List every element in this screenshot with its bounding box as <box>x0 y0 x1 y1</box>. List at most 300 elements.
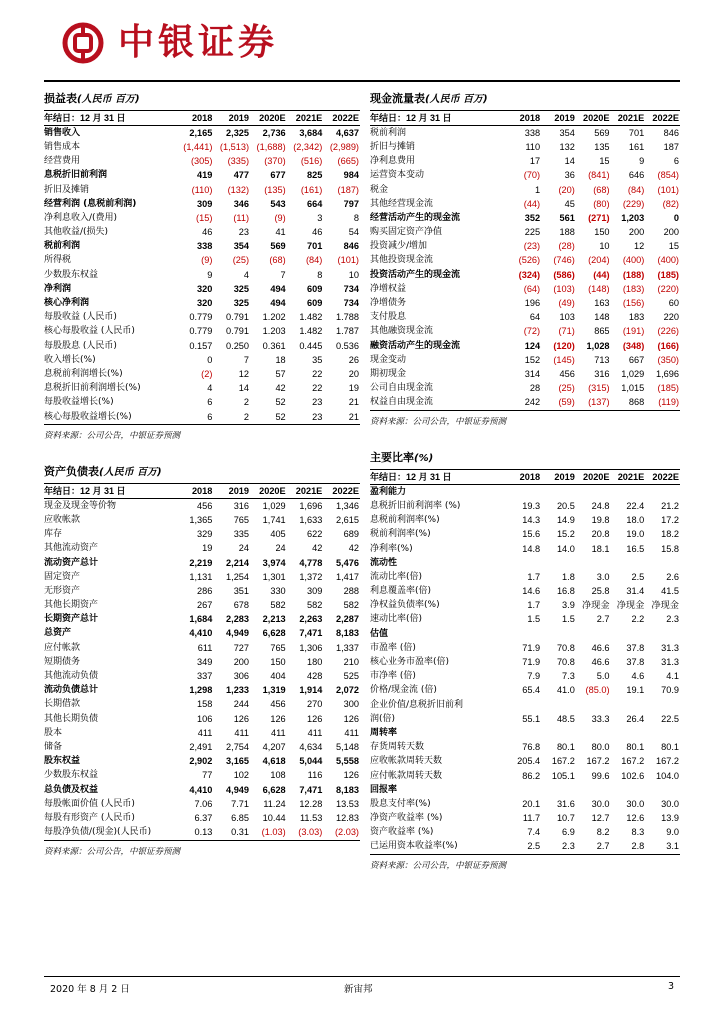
header-cell-year: 2021E <box>611 470 646 485</box>
value-cell: 161 <box>628 141 645 152</box>
table-row <box>370 254 680 268</box>
value-cell: (191) <box>622 326 645 337</box>
value-cell: 3,165 <box>226 756 250 767</box>
value-cell <box>611 726 646 740</box>
value-cell: (400) <box>657 255 679 266</box>
table-row <box>44 570 360 584</box>
value-cell: (28) <box>558 241 575 252</box>
value-cell: 4.1 <box>666 671 679 682</box>
value-cell: (335) <box>227 156 250 167</box>
value-cell: 108 <box>270 770 286 781</box>
value-cell: 1,684 <box>189 614 213 625</box>
table-row <box>44 211 360 225</box>
value-cell: 337 <box>197 671 213 682</box>
value-cell: 2,213 <box>262 614 286 625</box>
header-cell-year: 2020E <box>250 484 287 499</box>
row-label: 应收帐款 <box>44 514 81 525</box>
value-cell: 163 <box>594 298 610 309</box>
value-cell: 0.157 <box>189 340 213 351</box>
value-cell: 14.6 <box>522 586 541 597</box>
value-cell: 2.2 <box>631 614 645 625</box>
header-cell-year: 2018 <box>506 111 541 126</box>
value-cell: 70.8 <box>556 657 575 668</box>
value-cell: (15) <box>196 212 213 223</box>
table-row <box>44 325 360 339</box>
value-cell <box>645 485 680 500</box>
value-cell: (400) <box>622 255 645 266</box>
value-cell <box>541 726 576 740</box>
value-cell: 646 <box>628 170 645 181</box>
header-cell-year: 2020E <box>250 111 287 126</box>
row-label: 息税折旧前利润增长(%) <box>44 383 141 394</box>
value-cell: 1,029 <box>621 368 645 379</box>
value-cell: (183) <box>622 283 645 294</box>
value-cell: 2,165 <box>189 127 213 138</box>
value-cell: 1,914 <box>299 685 323 696</box>
value-cell: 126 <box>306 713 323 724</box>
financial-table <box>370 470 680 854</box>
value-cell <box>576 698 611 712</box>
row-label: 折旧及摊销 <box>44 184 90 195</box>
table-row <box>44 584 360 598</box>
table-row <box>44 684 360 698</box>
value-cell: 609 <box>306 283 323 294</box>
value-cell: 1,696 <box>656 368 679 379</box>
table-row <box>44 197 360 211</box>
value-cell: 2.7 <box>596 841 610 852</box>
value-cell <box>645 627 680 641</box>
value-cell: 净现金 <box>651 600 679 611</box>
value-cell: (64) <box>523 283 541 294</box>
value-cell: 41 <box>275 227 286 238</box>
value-cell: 244 <box>233 699 250 710</box>
value-cell: 80.1 <box>661 742 679 753</box>
value-cell: 667 <box>628 354 645 365</box>
header-cell-year: 2020E <box>576 470 611 485</box>
value-cell <box>576 627 611 641</box>
value-cell: 16.5 <box>626 543 645 554</box>
value-cell: 727 <box>233 642 250 653</box>
value-cell: (84) <box>627 184 645 195</box>
table-row <box>44 755 360 769</box>
table-row <box>370 769 680 783</box>
value-cell: 46.6 <box>591 657 610 668</box>
row-label: 现金及现金等价物 <box>44 500 117 511</box>
value-cell: 846 <box>343 241 359 252</box>
row-label: 其他收益/(损失) <box>44 227 109 238</box>
value-cell: 1,372 <box>299 571 323 582</box>
row-label: 期初现金 <box>370 368 407 379</box>
row-label: 回报率 <box>370 784 398 795</box>
value-cell: 734 <box>343 283 359 294</box>
row-label: 资产收益率 (%) <box>370 827 434 838</box>
value-cell: 701 <box>628 127 645 138</box>
table-row <box>44 556 360 570</box>
value-cell: 0.250 <box>226 340 250 351</box>
row-label: 每股收益增长(%) <box>44 397 114 408</box>
value-cell: (103) <box>553 283 575 294</box>
row-label: 融资活动产生的现金流 <box>370 340 461 351</box>
value-cell: 2,072 <box>336 685 359 696</box>
row-label: 企业价值/息税折旧前利 <box>370 699 464 710</box>
value-cell: 37.8 <box>626 642 645 653</box>
value-cell: 18.2 <box>661 529 679 540</box>
value-cell: 242 <box>524 397 541 408</box>
row-label: 流动性 <box>370 557 398 568</box>
key-ratios-panel <box>370 451 680 873</box>
value-cell: 1,254 <box>226 571 250 582</box>
value-cell: (148) <box>588 283 610 294</box>
value-cell: 582 <box>270 600 286 611</box>
value-cell: 1.5 <box>527 614 541 625</box>
row-label: 净增权益 <box>370 283 407 294</box>
row-label: 其他长期负债 <box>44 713 99 724</box>
value-cell: 3 <box>317 212 323 223</box>
value-cell: 411 <box>234 727 250 738</box>
value-cell: 126 <box>343 770 359 781</box>
value-cell: (68) <box>593 184 610 195</box>
header-cell-year: 2019 <box>213 484 250 499</box>
value-cell: 6 <box>207 397 213 408</box>
value-cell: 150 <box>594 227 610 238</box>
value-cell: (161) <box>300 184 323 195</box>
value-cell: 1,301 <box>262 571 286 582</box>
value-cell: 18.0 <box>626 515 645 526</box>
value-cell: (1,513) <box>219 141 250 152</box>
value-cell: 65.4 <box>522 685 541 696</box>
value-cell: (526) <box>518 255 541 266</box>
value-cell: (188) <box>622 269 645 280</box>
value-cell: (71) <box>558 326 575 337</box>
value-cell: (59) <box>558 397 575 408</box>
value-cell: 167.2 <box>586 756 610 767</box>
value-cell: 180 <box>306 656 323 667</box>
row-label: 利息覆盖率(倍) <box>370 586 432 597</box>
value-cell: 1,633 <box>299 514 323 525</box>
value-cell: 36 <box>564 170 575 181</box>
header-cell-label: 年结日：12 月 31 日 <box>44 111 177 126</box>
value-cell: 13.53 <box>336 798 359 809</box>
table-row <box>44 811 360 825</box>
source-note: 资料来源：公司公告，中银证券预测 <box>370 854 680 873</box>
header-cell-label: 年结日：12 月 31 日 <box>370 470 506 485</box>
value-cell: 2,263 <box>299 614 323 625</box>
value-cell: 11.53 <box>300 812 323 823</box>
value-cell: 846 <box>663 127 679 138</box>
footer-page-number: 3 <box>668 981 675 992</box>
value-cell: 23 <box>312 397 323 408</box>
table-row <box>370 641 680 655</box>
value-cell: 17 <box>529 156 541 167</box>
value-cell: 17.2 <box>661 515 679 526</box>
value-cell: (72) <box>523 326 541 337</box>
value-cell: 7,471 <box>299 628 323 639</box>
value-cell: 1,131 <box>189 571 213 582</box>
value-cell <box>541 556 576 570</box>
row-label: 息税折旧前利润率 (%) <box>370 500 461 511</box>
financial-table <box>44 484 360 840</box>
value-cell: (1,688) <box>256 141 286 152</box>
value-cell: 188 <box>559 227 575 238</box>
table-row <box>44 499 360 514</box>
value-cell: (185) <box>657 269 679 280</box>
value-cell: 3,684 <box>299 127 323 138</box>
value-cell: 6,628 <box>262 784 286 795</box>
value-cell: 4,949 <box>226 628 250 639</box>
value-cell: 2,214 <box>226 557 250 568</box>
row-label: 少数股东权益 <box>44 269 99 280</box>
table-row <box>370 353 680 367</box>
table-row <box>370 599 680 613</box>
value-cell: 1.788 <box>336 312 359 323</box>
value-cell <box>541 783 576 797</box>
value-cell: 24.8 <box>591 500 610 511</box>
row-label: 每股收益 (人民币) <box>44 312 117 323</box>
page-header <box>0 0 724 80</box>
value-cell: 14.8 <box>522 543 541 554</box>
table-row <box>370 627 680 641</box>
row-label: 其他融资现金流 <box>370 326 434 337</box>
header-cell-year: 2018 <box>506 470 541 485</box>
value-cell: 80.0 <box>591 742 610 753</box>
value-cell: 5,148 <box>336 741 359 752</box>
value-cell: 3.1 <box>666 841 679 852</box>
value-cell <box>541 485 576 500</box>
value-cell: 23 <box>312 411 323 422</box>
table-row <box>370 613 680 627</box>
value-cell: 7.06 <box>194 798 213 809</box>
row-label: 存货周转天数 <box>370 742 425 753</box>
table-header-row <box>370 111 680 126</box>
value-cell: 8.2 <box>596 827 610 838</box>
value-cell: 20 <box>348 368 359 379</box>
table-row <box>44 655 360 669</box>
value-cell <box>645 783 680 797</box>
value-cell: 561 <box>559 212 575 223</box>
value-cell: (854) <box>657 170 679 181</box>
value-cell: 525 <box>343 671 359 682</box>
value-cell: 677 <box>270 170 286 181</box>
value-cell: 31.3 <box>661 642 679 653</box>
value-cell: 456 <box>559 368 575 379</box>
row-label: 支付股息 <box>370 312 407 323</box>
header-cell-year: 2022E <box>645 111 680 126</box>
value-cell: 167.2 <box>621 756 645 767</box>
value-cell: 325 <box>233 283 250 294</box>
row-label: 核心净利润 <box>44 298 90 309</box>
value-cell <box>576 726 611 740</box>
value-cell: 7,471 <box>299 784 323 795</box>
row-label: 价格/现金流 (倍) <box>370 685 437 696</box>
value-cell: (746) <box>553 255 575 266</box>
value-cell: 349 <box>197 656 213 667</box>
value-cell: 0 <box>673 212 679 223</box>
row-label: 储备 <box>44 741 63 752</box>
value-cell: 7.71 <box>231 798 250 809</box>
value-cell: 300 <box>343 699 359 710</box>
row-label: 库存 <box>44 529 63 540</box>
table-row <box>370 741 680 755</box>
value-cell: 354 <box>233 241 250 252</box>
value-cell: 1.5 <box>562 614 575 625</box>
value-cell: (44) <box>523 198 541 209</box>
value-cell: 15.6 <box>522 529 541 540</box>
value-cell: 329 <box>197 529 213 540</box>
value-cell <box>611 485 646 500</box>
value-cell: 7 <box>243 354 250 365</box>
value-cell: (370) <box>264 156 286 167</box>
header-cell-year: 2018 <box>177 484 214 499</box>
value-cell: 41.0 <box>556 685 575 696</box>
table-row <box>370 570 680 584</box>
value-cell: 167.2 <box>656 756 679 767</box>
row-label: 核心每股收益 (人民币) <box>44 326 135 337</box>
value-cell: 1.787 <box>336 326 359 337</box>
value-cell: 456 <box>270 699 286 710</box>
value-cell: 1,233 <box>226 685 250 696</box>
table-row <box>44 311 360 325</box>
table-row <box>44 613 360 627</box>
value-cell: (2,989) <box>329 141 359 152</box>
value-cell: 689 <box>343 529 359 540</box>
value-cell: (1.03) <box>261 827 286 838</box>
table-row <box>370 197 680 211</box>
panel-title-text: 资产负债表 <box>44 465 99 478</box>
table-row <box>370 183 680 197</box>
value-cell: (20) <box>558 184 575 195</box>
value-cell: 102.6 <box>621 770 645 781</box>
value-cell: 456 <box>197 500 213 511</box>
value-cell <box>506 556 541 570</box>
value-cell: 6.9 <box>562 827 575 838</box>
table-row <box>370 783 680 797</box>
value-cell: (3.03) <box>298 827 323 838</box>
value-cell: 404 <box>270 671 286 682</box>
value-cell: 569 <box>270 241 286 252</box>
value-cell: 477 <box>233 170 250 181</box>
row-label: 净利润 <box>44 283 72 294</box>
value-cell: 24 <box>238 543 250 554</box>
value-cell: 126 <box>233 713 250 724</box>
value-cell: (101) <box>657 184 679 195</box>
value-cell: 16.8 <box>556 586 575 597</box>
value-cell: 320 <box>197 283 213 294</box>
value-cell: 1,337 <box>336 642 359 653</box>
value-cell: 15.2 <box>556 529 575 540</box>
row-label: 销售收入 <box>44 127 81 138</box>
table-row <box>44 254 360 268</box>
value-cell <box>611 556 646 570</box>
value-cell <box>611 698 646 712</box>
value-cell: 825 <box>306 170 323 181</box>
value-cell: 158 <box>197 699 213 710</box>
source-note: 资料来源：公司公告，中银证券预测 <box>370 410 680 429</box>
value-cell: 净现金 <box>581 600 610 611</box>
value-cell: 60 <box>668 298 679 309</box>
value-cell: 411 <box>307 727 323 738</box>
value-cell: 1,417 <box>336 571 359 582</box>
table-row <box>44 126 360 141</box>
value-cell: (2.03) <box>334 827 359 838</box>
value-cell: 2.7 <box>596 614 610 625</box>
row-label: 总资产 <box>44 628 72 639</box>
value-cell: 0.445 <box>299 340 323 351</box>
value-cell: 2,902 <box>189 756 213 767</box>
value-cell: 76.8 <box>522 742 541 753</box>
table-row <box>370 528 680 542</box>
table-row <box>370 339 680 353</box>
value-cell: 314 <box>524 368 541 379</box>
value-cell: 46 <box>312 227 323 238</box>
value-cell: 2,736 <box>262 127 286 138</box>
value-cell: (315) <box>588 383 610 394</box>
value-cell: 210 <box>343 656 359 667</box>
table-header-row <box>370 470 680 485</box>
value-cell: 116 <box>307 770 323 781</box>
row-label: 税前利润 <box>370 127 407 138</box>
value-cell: 582 <box>306 600 323 611</box>
table-row <box>370 655 680 669</box>
value-cell: 7 <box>280 269 286 280</box>
value-cell <box>506 485 541 500</box>
table-row <box>44 155 360 169</box>
panel-unit: (人民币 百万) <box>77 94 140 105</box>
table-row <box>370 367 680 381</box>
value-cell: 352 <box>524 212 541 223</box>
table-row <box>370 712 680 726</box>
table-row <box>44 528 360 542</box>
value-cell <box>611 783 646 797</box>
value-cell: 6.85 <box>231 812 250 823</box>
value-cell: (187) <box>337 184 359 195</box>
table-row <box>370 556 680 570</box>
table-header-row <box>44 484 360 499</box>
row-label: 税前利润 <box>44 241 81 252</box>
value-cell: (132) <box>227 184 250 195</box>
value-cell: 0.31 <box>231 827 250 838</box>
financial-table <box>370 111 680 410</box>
header-cell-label: 年结日：12 月 31 日 <box>44 484 177 499</box>
value-cell: 2,615 <box>336 514 359 525</box>
table-row <box>44 783 360 797</box>
value-cell: (70) <box>523 170 541 181</box>
row-label: 每股净负债/(现金)(人民币) <box>44 827 152 838</box>
value-cell: 124 <box>524 340 541 351</box>
value-cell: 35 <box>312 354 323 365</box>
value-cell: 104.0 <box>656 770 679 781</box>
table-row <box>370 211 680 225</box>
value-cell: 152 <box>524 354 541 365</box>
value-cell: 0.779 <box>189 326 213 337</box>
value-cell: (2,342) <box>293 141 323 152</box>
table-row <box>370 698 680 712</box>
row-label: 短期债务 <box>44 656 81 667</box>
value-cell: (137) <box>588 397 610 408</box>
value-cell: 664 <box>306 198 323 209</box>
value-cell: 46 <box>202 227 213 238</box>
value-cell: 11.24 <box>263 798 286 809</box>
value-cell: 2,491 <box>189 741 213 752</box>
row-label: 税前利润率(%) <box>370 529 431 540</box>
table-row <box>44 396 360 410</box>
value-cell: 102 <box>233 770 250 781</box>
value-cell: 5,044 <box>299 756 323 767</box>
value-cell: 77 <box>202 770 213 781</box>
header-cell-year: 2020E <box>576 111 611 126</box>
value-cell: 15 <box>668 241 679 252</box>
value-cell: 3.9 <box>562 600 575 611</box>
row-label: 少数股东权益 <box>44 770 99 781</box>
